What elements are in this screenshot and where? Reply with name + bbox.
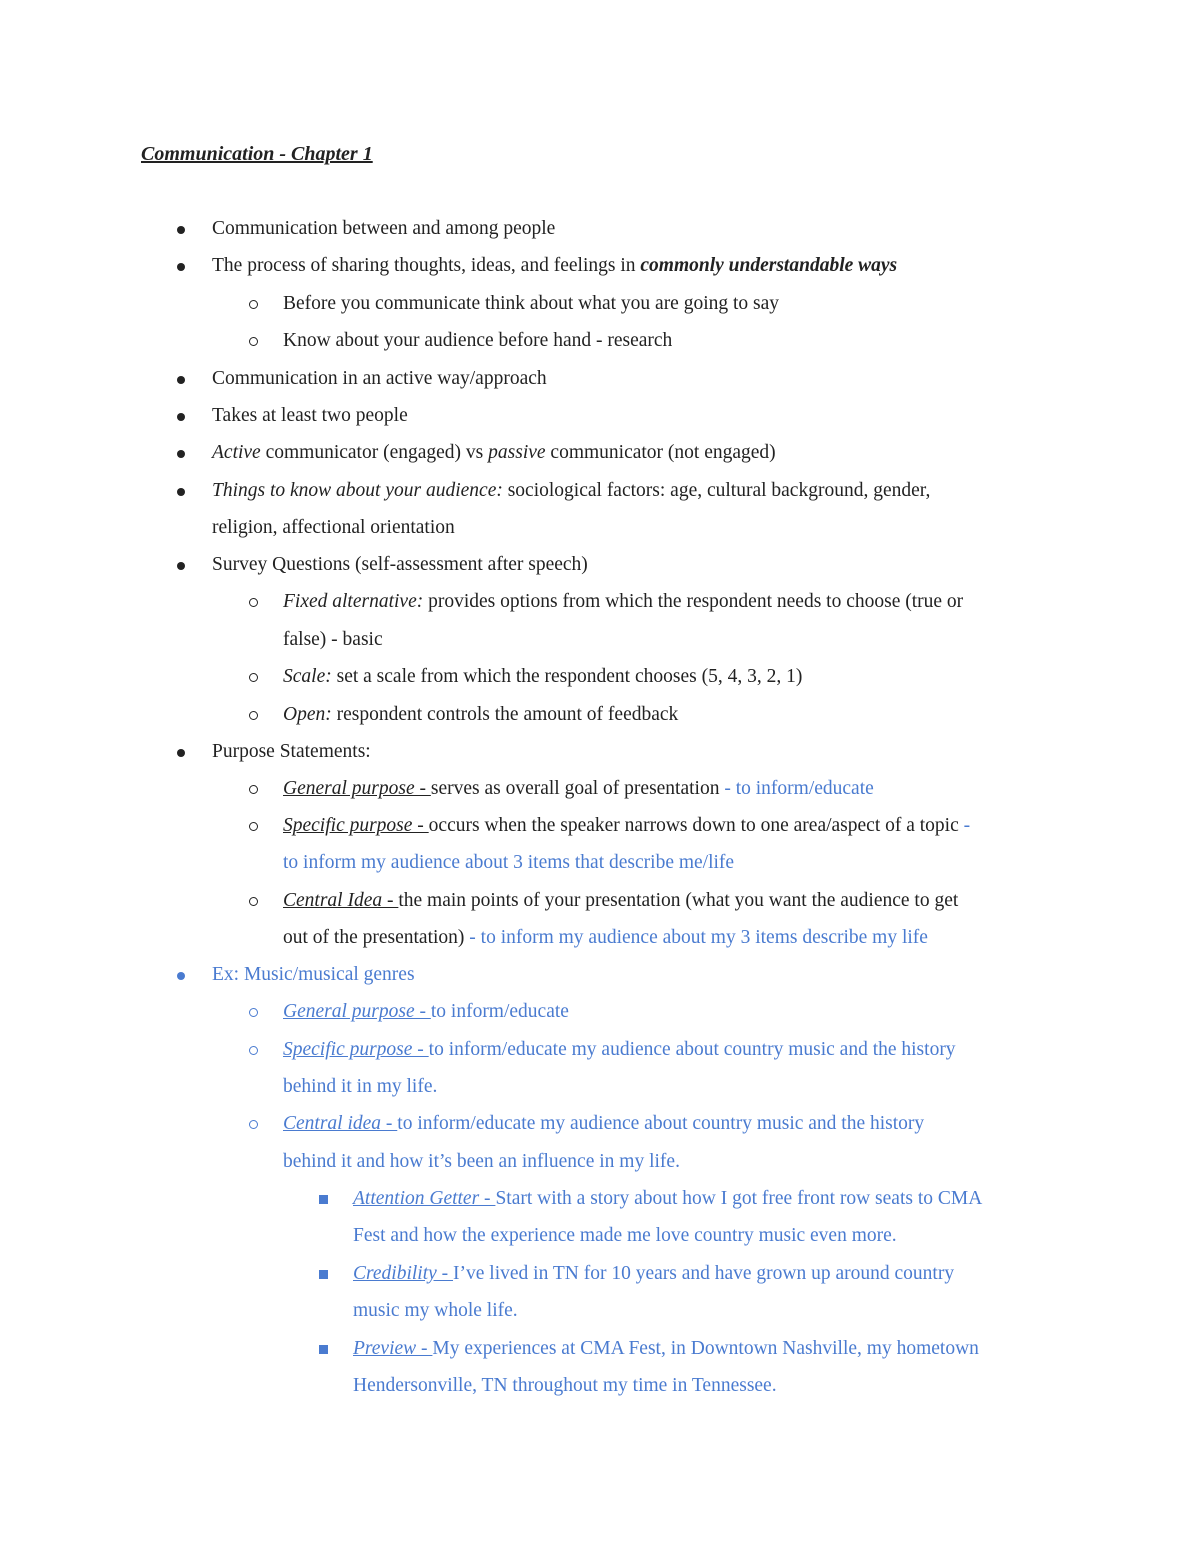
list-item-continuation: religion, affectional orientation (212, 517, 455, 538)
list-item-continuation: behind it in my life. (283, 1076, 438, 1097)
list-item: Specific purpose - to inform/educate my audience about country music and the history (283, 1031, 956, 1068)
list-item: Before you communicate think about what you are going to say (283, 285, 779, 322)
list-item: The process of sharing thoughts, ideas, and feelings in commonly understandable ways (212, 247, 897, 284)
list-item: Fixed alternative: provides options from which the respondent needs to choose (true or (283, 583, 963, 620)
circle-bullet-icon (249, 1120, 258, 1129)
list-item: Central idea - to inform/educate my audience about country music and the history (283, 1105, 924, 1142)
square-bullet-icon (319, 1195, 328, 1204)
bullet-icon (177, 376, 185, 384)
list-item-continuation: behind it and how it’s been an influence in my life. (283, 1151, 680, 1172)
list-item: Things to know about your audience: sociological factors: age, cultural background, gender, (212, 472, 930, 509)
bullet-icon (177, 488, 185, 496)
bullet-icon (177, 749, 185, 757)
list-item-continuation: false) - basic (283, 629, 383, 650)
list-item: Active communicator (engaged) vs passive communicator (not engaged) (212, 434, 776, 471)
circle-bullet-icon (249, 897, 258, 906)
list-item: General purpose - to inform/educate (283, 993, 569, 1030)
list-item: Communication between and among people (212, 210, 555, 247)
square-bullet-icon (319, 1345, 328, 1354)
list-item: Central Idea - the main points of your presentation (what you want the audience to get (283, 882, 958, 919)
bullet-icon (177, 450, 185, 458)
list-item: Purpose Statements: (212, 733, 371, 770)
list-item: Communication in an active way/approach (212, 360, 547, 397)
list-item: Credibility - I’ve lived in TN for 10 years and have grown up around country (353, 1255, 954, 1292)
list-item: Preview - My experiences at CMA Fest, in Downtown Nashville, my hometown (353, 1330, 979, 1367)
list-item-continuation: music my whole life. (353, 1300, 518, 1321)
bullet-icon (177, 263, 185, 271)
list-item: Takes at least two people (212, 397, 408, 434)
list-item-continuation: Hendersonville, TN throughout my time in Tennessee. (353, 1375, 777, 1396)
circle-bullet-icon (249, 673, 258, 682)
square-bullet-icon (319, 1270, 328, 1279)
bullet-icon (177, 562, 185, 570)
circle-bullet-icon (249, 598, 258, 607)
circle-bullet-icon (249, 337, 258, 346)
list-item: Scale: set a scale from which the respondent chooses (5, 4, 3, 2, 1) (283, 658, 802, 695)
bullet-icon (177, 972, 185, 980)
list-item-continuation: Fest and how the experience made me love country music even more. (353, 1225, 897, 1246)
list-item: General purpose - serves as overall goal of presentation - to inform/educate (283, 770, 874, 807)
circle-bullet-icon (249, 300, 258, 309)
list-item-continuation: out of the presentation) - to inform my audience about my 3 items describe my life (283, 927, 928, 948)
list-item: Ex: Music/musical genres (212, 956, 415, 993)
list-item: Attention Getter - Start with a story about how I got free front row seats to CMA (353, 1180, 982, 1217)
page-title: Communication - Chapter 1 (141, 143, 373, 165)
bullet-icon (177, 226, 185, 234)
circle-bullet-icon (249, 711, 258, 720)
circle-bullet-icon (249, 822, 258, 831)
circle-bullet-icon (249, 785, 258, 794)
circle-bullet-icon (249, 1008, 258, 1017)
bullet-icon (177, 413, 185, 421)
list-item: Open: respondent controls the amount of feedback (283, 696, 678, 733)
list-item: Survey Questions (self-assessment after speech) (212, 546, 588, 583)
circle-bullet-icon (249, 1046, 258, 1055)
list-item: Know about your audience before hand - research (283, 322, 672, 359)
list-item: Specific purpose - occurs when the speaker narrows down to one area/aspect of a topic - (283, 807, 970, 844)
list-item-continuation: to inform my audience about 3 items that describe me/life (283, 852, 735, 873)
